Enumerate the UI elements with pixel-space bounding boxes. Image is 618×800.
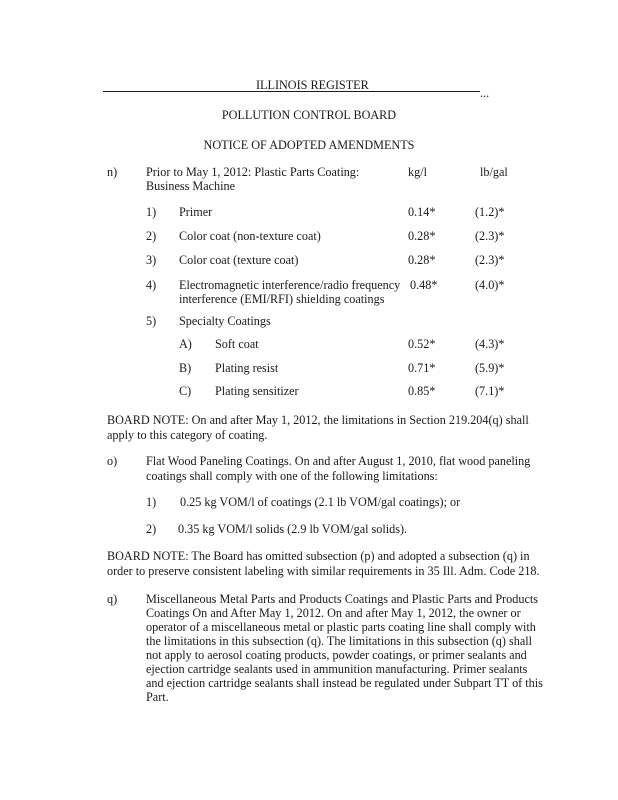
item-number: 2) xyxy=(146,229,157,243)
subsection-o-text: Flat Wood Paneling Coatings. On and after August 1, 2010, flat wood paneling xyxy=(146,454,531,468)
subsection-n-title-line2: Business Machine xyxy=(146,179,236,193)
item-lb-value: (4.3)* xyxy=(475,337,505,351)
unit-kg-per-l: kg/l xyxy=(408,165,427,179)
paragraph-line: the limitations in this subsection (q). The limitations in this subsection (q) shall xyxy=(146,634,533,648)
item-lb-value: (7.1)* xyxy=(475,384,505,398)
item-name: Color coat (texture coat) xyxy=(179,253,299,267)
subsection-label-o: o) xyxy=(107,454,118,468)
item-name: Plating sensitizer xyxy=(215,384,299,398)
register-title: ILLINOIS REGISTER xyxy=(256,78,369,92)
item-kg-value: 0.85* xyxy=(408,384,436,398)
paragraph-line: Coatings On and After May 1, 2012. On and after May 1, 2012, the owner or xyxy=(146,606,521,620)
item-number: 4) xyxy=(146,278,157,292)
item-name: Specialty Coatings xyxy=(179,314,271,328)
item-name: Electromagnetic interference/radio frequency xyxy=(179,278,401,292)
unit-lb-per-gal: lb/gal xyxy=(480,165,508,179)
item-lb-value: (4.0)* xyxy=(475,278,505,292)
item-number: C) xyxy=(179,384,192,398)
board-note: BOARD NOTE: On and after May 1, 2012, the limitations in Section 219.204(q) shall xyxy=(107,413,529,427)
item-kg-value: 0.14* xyxy=(408,205,436,219)
item-number: B) xyxy=(179,361,192,375)
item-lb-value: (2.3)* xyxy=(475,229,505,243)
subsection-label-n: n) xyxy=(107,165,118,179)
item-lb-value: (1.2)* xyxy=(475,205,505,219)
paragraph-line: and ejection cartridge sealants shall instead be regulated under Subpart TT of this xyxy=(146,676,543,690)
item-text: 0.35 kg VOM/l solids (2.9 lb VOM/gal solids). xyxy=(178,522,408,536)
subsection-o-text-line2: coatings shall comply with one of the following limitations: xyxy=(146,469,438,483)
item-lb-value: (5.9)* xyxy=(475,361,505,375)
agency-name: POLLUTION CONTROL BOARD xyxy=(221,108,397,122)
item-number: 1) xyxy=(146,495,157,509)
item-name: Plating resist xyxy=(215,361,279,375)
item-kg-value: 0.28* xyxy=(408,253,436,267)
board-note: BOARD NOTE: The Board has omitted subsection (p) and adopted a subsection (q) in xyxy=(107,549,530,563)
item-number: 2) xyxy=(146,522,157,536)
paragraph-line: operator of a miscellaneous metal or plastic parts coating line shall comply with xyxy=(146,620,536,634)
notice-title: NOTICE OF ADOPTED AMENDMENTS xyxy=(203,138,415,152)
item-number: 3) xyxy=(146,253,157,267)
item-kg-value: 0.71* xyxy=(408,361,436,375)
item-number: 1) xyxy=(146,205,157,219)
paragraph-line: Miscellaneous Metal Parts and Products Coatings and Plastic Parts and Products xyxy=(146,592,538,606)
item-number: A) xyxy=(179,337,192,351)
item-lb-value: (2.3)* xyxy=(475,253,505,267)
header-rule xyxy=(103,91,480,92)
header-dots: ... xyxy=(480,86,490,100)
board-note-line2: order to preserve consistent labeling with similar requirements in 35 Ill. Adm. Code 218. xyxy=(107,564,540,578)
item-name-line2: interference (EMI/RFI) shielding coatings xyxy=(179,292,385,306)
subsection-label-q: q) xyxy=(107,592,118,606)
subsection-n-title: Prior to May 1, 2012: Plastic Parts Coating: xyxy=(146,165,360,179)
item-number: 5) xyxy=(146,314,157,328)
paragraph-line: not apply to aerosol coating products, powder coatings, or primer sealants and xyxy=(146,648,527,662)
item-kg-value: 0.28* xyxy=(408,229,436,243)
paragraph-line: Part. xyxy=(146,690,169,704)
item-text: 0.25 kg VOM/l of coatings (2.1 lb VOM/gal coatings); or xyxy=(180,495,461,509)
item-kg-value: 0.52* xyxy=(408,337,436,351)
paragraph-line: ejection cartridge sealants used in ammunition manufacturing. Primer sealants xyxy=(146,662,528,676)
board-note-line2: apply to this category of coating. xyxy=(107,428,268,442)
item-name: Primer xyxy=(179,205,213,219)
item-name: Soft coat xyxy=(215,337,259,351)
item-name: Color coat (non-texture coat) xyxy=(179,229,321,243)
item-kg-value: 0.48* xyxy=(410,278,438,292)
